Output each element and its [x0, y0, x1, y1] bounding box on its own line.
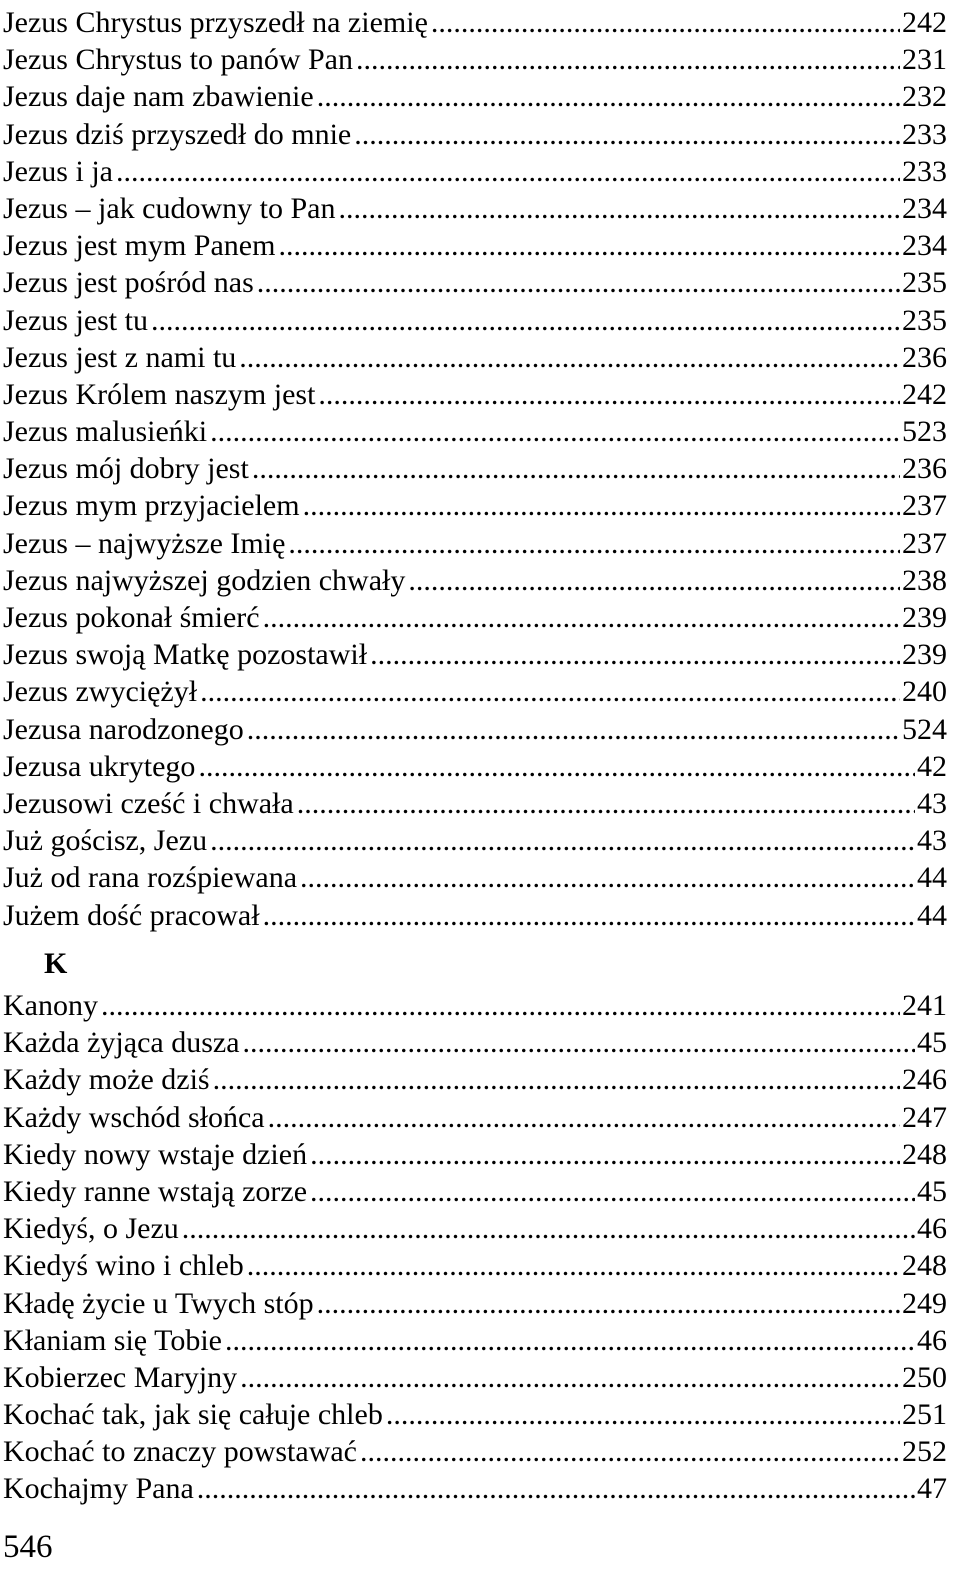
dot-leader	[431, 4, 900, 41]
index-entry	[3, 1247, 947, 1284]
dot-leader	[225, 1322, 915, 1359]
index-entry	[3, 153, 947, 190]
entry-page: 238	[902, 563, 947, 597]
entry-title: Jezus zwyciężył	[3, 675, 198, 709]
dot-leader	[116, 153, 900, 190]
dot-leader	[257, 264, 900, 301]
index-entry	[3, 599, 947, 636]
entry-title: Już od rana rozśpiewana	[3, 861, 298, 895]
index-entry	[3, 711, 947, 748]
entry-title: Każdy wschód słońca	[3, 1100, 265, 1134]
entry-page: 239	[902, 638, 947, 672]
index-entry	[3, 302, 947, 339]
entry-title: Kanony	[3, 989, 98, 1022]
entry-page: 46	[917, 1212, 947, 1246]
dot-leader	[297, 785, 915, 822]
entry-title: Jezus – jak cudowny to Pan	[3, 191, 336, 225]
entry-title: Jezus malusieńki	[3, 415, 208, 449]
entry-page: 45	[917, 1026, 947, 1060]
index-entry	[3, 525, 947, 562]
dot-leader	[200, 673, 900, 710]
dot-leader	[239, 339, 900, 376]
entry-title: Jezusowi cześć i chwała	[3, 786, 294, 820]
index-entry	[3, 1173, 947, 1210]
entry-title: Jezus jest pośród nas	[3, 266, 254, 300]
entry-page: 248	[902, 1249, 947, 1283]
index-entry	[3, 562, 947, 599]
entry-page: 240	[902, 675, 947, 709]
index-entry	[3, 41, 947, 78]
index-list-j	[3, 4, 947, 934]
entry-page: 44	[917, 898, 947, 932]
dot-leader	[198, 748, 915, 785]
index-entry	[3, 822, 947, 859]
entry-page: 234	[902, 191, 947, 225]
index-entry	[3, 748, 947, 785]
page-number: 546	[3, 1529, 53, 1565]
entry-title: Jezus jest z nami tu	[3, 340, 237, 374]
dot-leader	[263, 897, 915, 934]
entry-title: Jezus – najwyższe Imię	[3, 526, 286, 560]
dot-leader	[151, 302, 900, 339]
dot-leader	[210, 413, 900, 450]
entry-title: Jezusa ukrytego	[3, 749, 196, 783]
entry-page: 43	[917, 824, 947, 858]
index-entry	[3, 1433, 947, 1470]
entry-title: Kochać tak, jak się całuje chleb	[3, 1398, 383, 1432]
index-entry	[3, 897, 947, 934]
dot-leader	[288, 525, 900, 562]
entry-title: Kłaniam się Tobie	[3, 1323, 222, 1357]
index-entry	[3, 450, 947, 487]
dot-leader	[263, 599, 900, 636]
index-entry	[3, 1359, 947, 1396]
dot-leader	[310, 1136, 900, 1173]
index-entry	[3, 1285, 947, 1322]
entry-page: 242	[902, 6, 947, 39]
entry-page: 45	[917, 1174, 947, 1208]
index-entry	[3, 859, 947, 896]
dot-leader	[268, 1099, 900, 1136]
entry-page: 248	[902, 1137, 947, 1171]
entry-title: Jezus mym przyjacielem	[3, 489, 300, 523]
entry-title: Kiedy ranne wstają zorze	[3, 1174, 308, 1208]
entry-title: Kiedy nowy wstaje dzień	[3, 1137, 308, 1171]
entry-page: 233	[902, 154, 947, 188]
entry-title: Kochać to znaczy powstawać	[3, 1435, 357, 1469]
entry-title: Kochajmy Pana	[3, 1472, 194, 1506]
dot-leader	[101, 987, 900, 1024]
index-entry	[3, 1024, 947, 1061]
entry-title: Jezus Chrystus przyszedł na ziemię	[3, 6, 428, 39]
dot-leader	[408, 562, 900, 599]
dot-leader	[370, 636, 900, 673]
entry-title: Jezus Chrystus to panów Pan	[3, 43, 353, 77]
entry-page: 252	[902, 1435, 947, 1469]
dot-leader	[310, 1173, 915, 1210]
entry-title: Każdy może dziś	[3, 1063, 210, 1097]
dot-leader	[303, 487, 900, 524]
index-entry	[3, 190, 947, 227]
section-letter-k: K	[44, 947, 68, 980]
entry-page: 233	[902, 117, 947, 151]
entry-title: Kładę życie u Twych stóp	[3, 1286, 314, 1320]
dot-leader	[354, 116, 900, 153]
entry-title: Każda żyjąca dusza	[3, 1026, 240, 1060]
index-entry	[3, 1470, 947, 1507]
entry-title: Jezus jest tu	[3, 303, 148, 337]
index-entry	[3, 116, 947, 153]
index-entry	[3, 487, 947, 524]
entry-page: 251	[902, 1398, 947, 1432]
entry-title: Kiedyś wino i chleb	[3, 1249, 244, 1283]
dot-leader	[197, 1470, 915, 1507]
entry-title: Jezus swoją Matkę pozostawił	[3, 638, 368, 672]
index-entry	[3, 78, 947, 115]
index-entry	[3, 227, 947, 264]
entry-page: 237	[902, 489, 947, 523]
index-entry	[3, 1136, 947, 1173]
dot-leader	[317, 78, 900, 115]
entry-page: 250	[902, 1360, 947, 1394]
entry-title: Jezus pokonał śmierć	[3, 601, 260, 634]
dot-leader	[360, 1433, 900, 1470]
entry-page: 42	[917, 749, 947, 783]
index-entry	[3, 673, 947, 710]
index-entry	[3, 339, 947, 376]
dot-leader	[278, 227, 900, 264]
entry-page: 235	[902, 303, 947, 337]
entry-page: 239	[902, 601, 947, 634]
entry-page: 236	[902, 340, 947, 374]
index-entry	[3, 785, 947, 822]
entry-title: Jezus dziś przyszedł do mnie	[3, 117, 352, 151]
entry-title: Jezus i ja	[3, 154, 113, 188]
dot-leader	[240, 1359, 900, 1396]
index-entry	[3, 1396, 947, 1433]
entry-page: 235	[902, 266, 947, 300]
entry-page: 46	[917, 1323, 947, 1357]
entry-page: 231	[902, 43, 947, 77]
index-entry	[3, 636, 947, 673]
dot-leader	[243, 1024, 915, 1061]
entry-page: 242	[902, 377, 947, 411]
dot-leader	[247, 1247, 900, 1284]
index-entry	[3, 376, 947, 413]
entry-page: 47	[917, 1472, 947, 1506]
entry-page: 234	[902, 229, 947, 263]
entry-page: 247	[902, 1100, 947, 1134]
dot-leader	[210, 822, 915, 859]
entry-page: 249	[902, 1286, 947, 1320]
index-entry	[3, 264, 947, 301]
entry-page: 246	[902, 1063, 947, 1097]
entry-title: Już gościsz, Jezu	[3, 824, 208, 858]
entry-page: 236	[902, 452, 947, 486]
index-list-k	[3, 987, 947, 1508]
index-entry	[3, 1061, 947, 1098]
index-entry	[3, 1322, 947, 1359]
entry-title: Jezusa narodzonego	[3, 712, 244, 746]
entry-title: Jezus jest mym Panem	[3, 229, 276, 263]
dot-leader	[213, 1061, 900, 1098]
index-entry	[3, 413, 947, 450]
entry-page: 43	[917, 786, 947, 820]
entry-page: 241	[902, 989, 947, 1022]
entry-title: Jezus najwyższej godzien chwały	[3, 563, 406, 597]
dot-leader	[252, 450, 900, 487]
dot-leader	[338, 190, 900, 227]
entry-page: 524	[902, 712, 947, 746]
entry-page: 232	[902, 80, 947, 114]
entry-title: Jezus mój dobry jest	[3, 452, 249, 486]
entry-title: Jezus daje nam zbawienie	[3, 80, 314, 114]
entry-page: 523	[902, 415, 947, 449]
entry-title: Kobierzec Maryjny	[3, 1360, 238, 1394]
entry-page: 44	[917, 861, 947, 895]
entry-page: 237	[902, 526, 947, 560]
dot-leader	[300, 859, 915, 896]
dot-leader	[247, 711, 900, 748]
entry-title: Kiedyś, o Jezu	[3, 1212, 179, 1246]
dot-leader	[318, 376, 900, 413]
index-entry	[3, 987, 947, 1024]
entry-title: Jużem dość pracował	[3, 898, 260, 932]
entry-title: Jezus Królem naszym jest	[3, 377, 316, 411]
dot-leader	[386, 1396, 900, 1433]
dot-leader	[317, 1285, 900, 1322]
index-entry	[3, 1210, 947, 1247]
index-entry	[3, 1099, 947, 1136]
dot-leader	[182, 1210, 915, 1247]
dot-leader	[356, 41, 900, 78]
index-entry	[3, 4, 947, 41]
